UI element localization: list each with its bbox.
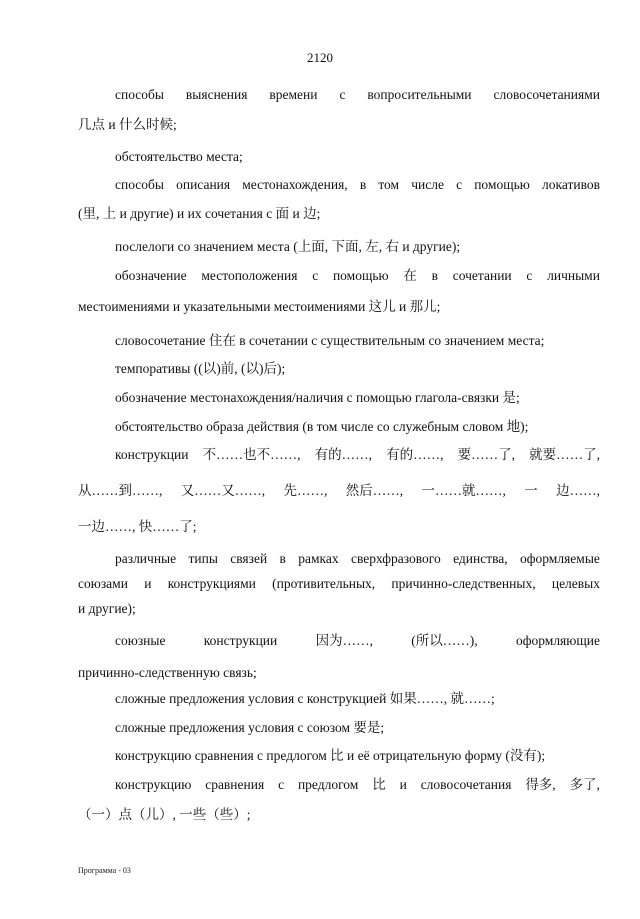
word: 多了, <box>569 777 600 792</box>
word: в <box>359 177 367 192</box>
word: способы <box>115 87 164 102</box>
word: конструкцию <box>115 777 192 792</box>
text-line-23: конструкцию сравнения с предлогом 比 и её отрицательную форму (没有); <box>115 748 546 763</box>
text-line-24 <box>115 776 600 794</box>
text-line-2: 几点 и 什么时候; <box>78 117 177 132</box>
word: 有的……, <box>386 447 444 462</box>
word: том <box>378 177 400 192</box>
text-line-25: （一）点（儿）, 一些（些）; <box>78 807 251 822</box>
word: помощью <box>332 268 389 283</box>
word: способы <box>115 177 164 192</box>
word: конструкции <box>203 633 278 648</box>
word: личными <box>547 268 600 283</box>
word: с <box>278 777 285 792</box>
text-line-3: обстоятельство места; <box>115 149 243 164</box>
word: причинно-следственных, <box>391 576 536 591</box>
word: словосочетания <box>420 777 512 792</box>
word: местоположения <box>201 268 298 283</box>
word: местонахождения, <box>242 177 348 192</box>
word: 边……, <box>556 483 600 498</box>
word: целевых <box>551 576 600 591</box>
text-line-13 <box>115 446 600 464</box>
text-line-8: местоимениями и указательными местоимениями 这儿 и 那儿; <box>78 299 441 314</box>
word: союзные <box>115 633 166 648</box>
word: единства, <box>453 551 508 566</box>
word: словосочетаниями <box>493 87 600 102</box>
word: в <box>279 551 286 566</box>
word: 一 <box>524 483 538 498</box>
word: сравнения <box>205 777 265 792</box>
word: типы <box>188 551 218 566</box>
text-line-5: (里, 上 и другие) и их сочетания с 面 и 边; <box>78 206 321 221</box>
text-line-18: и другие); <box>78 601 136 616</box>
word: (所以……), <box>411 633 478 648</box>
word: 在 <box>403 268 417 283</box>
word: 先……, <box>283 483 328 498</box>
word: 就要……了, <box>529 447 600 462</box>
word: союзами <box>78 576 128 591</box>
text-line-19 <box>115 632 600 650</box>
word: числе <box>411 177 444 192</box>
word: 要……了, <box>457 447 515 462</box>
text-line-22: сложные предложения условия с союзом 要是; <box>115 720 385 735</box>
word: оформляемые <box>520 551 600 566</box>
word: и <box>144 576 152 591</box>
word: 然后……, <box>345 483 404 498</box>
word: конструкции <box>115 447 189 462</box>
word: предлогом <box>297 777 359 792</box>
word: конструкциями <box>167 576 256 591</box>
word: вопросительными <box>367 87 472 102</box>
text-line-14 <box>78 482 600 500</box>
word: с <box>339 87 346 102</box>
word: сверхфразового <box>350 551 441 566</box>
word: локативов <box>541 177 600 192</box>
word: рамках <box>298 551 339 566</box>
text-line-17 <box>78 575 600 593</box>
text-line-10: темпоративы ((以)前, (以)后); <box>115 361 286 376</box>
word: 因为……, <box>315 633 373 648</box>
text-line-21: сложные предложения условия с конструкцией 如果……, 就……; <box>115 691 495 706</box>
word: в <box>431 268 438 283</box>
word: различные <box>115 551 177 566</box>
word: 有的……, <box>314 447 372 462</box>
word: (противительных, <box>272 576 376 591</box>
word: с <box>526 268 533 283</box>
word: помощью <box>474 177 530 192</box>
word: оформляющие <box>515 633 600 648</box>
word: 比 <box>372 777 386 792</box>
text-line-7 <box>115 267 600 285</box>
text-line-12: обстоятельство образа действия (в том числе со служебным словом 地); <box>115 419 529 434</box>
word: времени <box>269 87 318 102</box>
page-number: 2120 <box>307 50 333 65</box>
text-line-11: обозначение местонахождения/наличия с помощью глагола-связки 是; <box>115 390 520 405</box>
word: 得多, <box>525 777 556 792</box>
word: и <box>399 777 407 792</box>
word: обозначение <box>115 268 187 283</box>
text-line-4 <box>115 176 600 194</box>
word: выяснения <box>185 87 248 102</box>
word: описания <box>176 177 231 192</box>
footer: Программа - 03 <box>78 866 131 875</box>
text-line-20: причинно-следственную связь; <box>78 665 257 680</box>
word: с <box>456 177 463 192</box>
word: 一……就……, <box>421 483 506 498</box>
text-line-6: послелоги со значением места (上面, 下面, 左, 右 и другие); <box>115 239 461 254</box>
word: связей <box>230 551 268 566</box>
text-line-1 <box>115 86 600 104</box>
word: с <box>312 268 319 283</box>
text-line-9: словосочетание 住在 в сочетании с существительным со значением места; <box>115 333 545 348</box>
text-line-16 <box>115 550 600 568</box>
word: 不……也不……, <box>202 447 301 462</box>
word: 从……到……, <box>78 483 163 498</box>
text-line-15: 一边……, 快……了; <box>78 519 197 534</box>
word: 又……又……, <box>180 483 266 498</box>
word: сочетании <box>452 268 512 283</box>
